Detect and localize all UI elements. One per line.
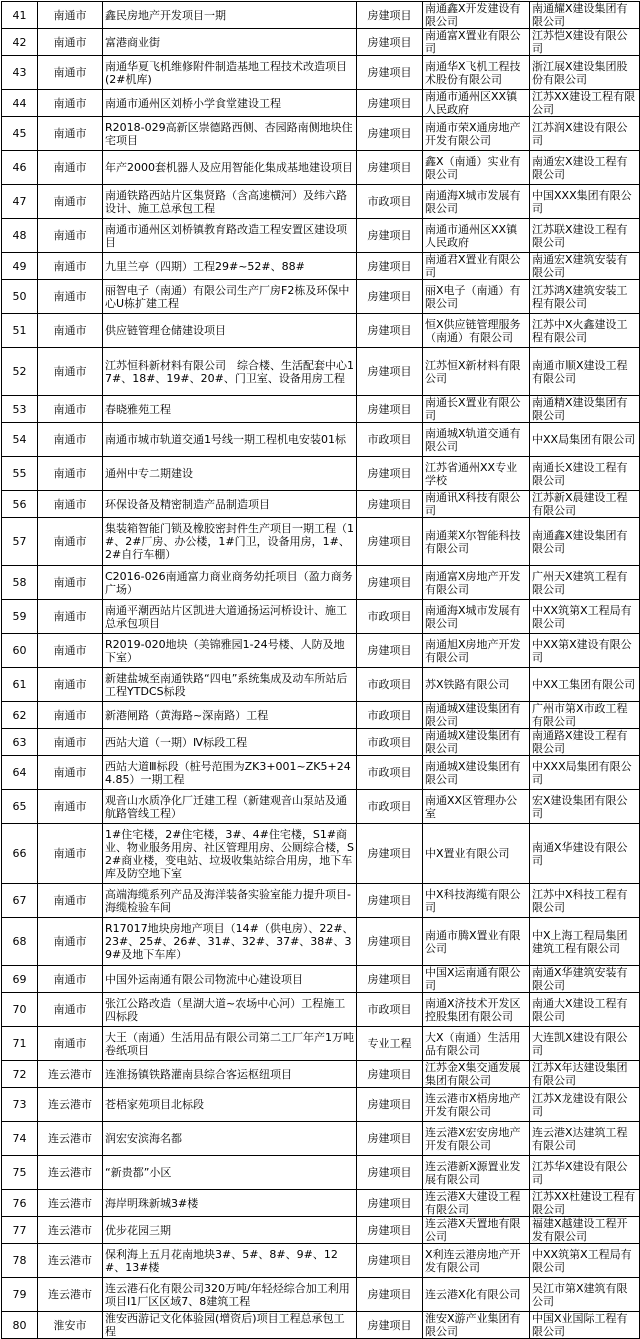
table-row — [2, 668, 640, 702]
table-row — [2, 1088, 640, 1122]
table-row — [2, 56, 640, 90]
contractor-cell: 中国X业国际工程有限公司 — [530, 1312, 640, 1339]
builder-cell: X利连云港房地产开发有限公司 — [423, 1244, 530, 1278]
builder-cell: 江苏金X集交通发展集团有限公司 — [423, 1061, 530, 1088]
row-number: 62 — [2, 702, 38, 729]
project-name-cell: 春晓雅苑工程 — [103, 396, 357, 423]
city-cell: 南通市 — [38, 253, 103, 280]
city-cell: 南通市 — [38, 151, 103, 185]
project-name-cell: 西站大道（一期）Ⅳ标段工程 — [103, 729, 357, 756]
row-number: 42 — [2, 29, 38, 56]
contractor-cell: 南通大X建设工程有限公司 — [530, 993, 640, 1027]
city-cell: 连云港市 — [38, 1156, 103, 1190]
project-type-cell: 房建项目 — [357, 1278, 423, 1312]
table-row — [2, 1312, 640, 1339]
city-cell: 南通市 — [38, 29, 103, 56]
row-number: 77 — [2, 1217, 38, 1244]
builder-cell: 南通鑫X开发建设有限公司 — [423, 2, 530, 29]
project-type-cell: 房建项目 — [357, 56, 423, 90]
city-cell: 南通市 — [38, 668, 103, 702]
project-table-body — [2, 2, 640, 1339]
row-number: 80 — [2, 1312, 38, 1339]
contractor-cell: 江苏鸿X建筑安装工程有限公司 — [530, 280, 640, 314]
city-cell: 连云港市 — [38, 1122, 103, 1156]
project-type-cell: 房建项目 — [357, 151, 423, 185]
project-type-cell: 房建项目 — [357, 1088, 423, 1122]
builder-cell: 中X科技海缆有限公司 — [423, 884, 530, 918]
table-row — [2, 1217, 640, 1244]
project-name-cell: 观音山水质净化厂迁建工程（新建观音山泵站及通航路管线工程） — [103, 790, 357, 824]
table-row — [2, 729, 640, 756]
row-number: 48 — [2, 219, 38, 253]
builder-cell: 大X（南通）生活用品有限公司 — [423, 1027, 530, 1061]
contractor-cell: 江苏中X科技工程有限公司 — [530, 884, 640, 918]
contractor-cell: 南通X华建设有限公司 — [530, 824, 640, 884]
row-number: 64 — [2, 756, 38, 790]
project-name-cell: 中国外运南通有限公司物流中心建设项目 — [103, 966, 357, 993]
row-number: 72 — [2, 1061, 38, 1088]
builder-cell: 南通城X建设集团有限公司 — [423, 756, 530, 790]
project-name-cell: 南通市城市轨道交通1号线一期工程机电安装01标 — [103, 423, 357, 457]
builder-cell: 南通市通州区XX镇人民政府 — [423, 90, 530, 117]
project-type-cell: 市政项目 — [357, 668, 423, 702]
project-name-cell: 南通市通州区刘桥小学食堂建设工程 — [103, 90, 357, 117]
city-cell: 南通市 — [38, 457, 103, 491]
project-type-cell: 专业工程 — [357, 1027, 423, 1061]
row-number: 71 — [2, 1027, 38, 1061]
city-cell: 南通市 — [38, 702, 103, 729]
project-type-cell: 市政项目 — [357, 790, 423, 824]
table-row — [2, 518, 640, 566]
row-number: 79 — [2, 1278, 38, 1312]
contractor-cell: 江苏新X晨建设工程有限公司 — [530, 491, 640, 518]
table-row — [2, 314, 640, 348]
builder-cell: 淮安X游产业集团有限公司 — [423, 1312, 530, 1339]
project-type-cell: 房建项目 — [357, 253, 423, 280]
table-row — [2, 348, 640, 396]
table-row — [2, 29, 640, 56]
contractor-cell: 江苏联X建设工程有限公司 — [530, 219, 640, 253]
row-number: 63 — [2, 729, 38, 756]
contractor-cell: 中XX筑第X工程局有限公司 — [530, 600, 640, 634]
city-cell: 南通市 — [38, 918, 103, 966]
contractor-cell: 江苏润X建设有限公司 — [530, 117, 640, 151]
row-number: 50 — [2, 280, 38, 314]
builder-cell: 恒X供应链管理服务（南通）有限公司 — [423, 314, 530, 348]
table-row — [2, 423, 640, 457]
builder-cell: 江苏省通州XX专业学校 — [423, 457, 530, 491]
project-type-cell: 房建项目 — [357, 566, 423, 600]
project-type-cell: 房建项目 — [357, 280, 423, 314]
city-cell: 连云港市 — [38, 1217, 103, 1244]
project-name-cell: R2018-029高新区崇德路西侧、杏园路南侧地块住宅项目 — [103, 117, 357, 151]
table-row — [2, 2, 640, 29]
contractor-cell: 中XXX局集团有限公司 — [530, 756, 640, 790]
row-number: 49 — [2, 253, 38, 280]
project-type-cell: 房建项目 — [357, 457, 423, 491]
row-number: 41 — [2, 2, 38, 29]
builder-cell: 南通城X建设集团有限公司 — [423, 729, 530, 756]
contractor-cell: 江苏华X建设有限公司 — [530, 1156, 640, 1190]
table-row — [2, 1190, 640, 1217]
project-type-cell: 房建项目 — [357, 1061, 423, 1088]
project-type-cell: 市政项目 — [357, 993, 423, 1027]
builder-cell: 南通君X置业有限公司 — [423, 253, 530, 280]
project-name-cell: 大王（南通）生活用品有限公司第二工厂年产1万吨卷纸项目 — [103, 1027, 357, 1061]
row-number: 46 — [2, 151, 38, 185]
table-row — [2, 993, 640, 1027]
project-name-cell: 连云港石化有限公司320万吨/年轻烃综合加工利用项目I1厂区区域7、8建筑工程 — [103, 1278, 357, 1312]
project-type-cell: 房建项目 — [357, 824, 423, 884]
row-number: 61 — [2, 668, 38, 702]
city-cell: 南通市 — [38, 729, 103, 756]
builder-cell: 南通海X城市发展有限公司 — [423, 600, 530, 634]
table-row — [2, 1061, 640, 1088]
builder-cell: 中X置业有限公司 — [423, 824, 530, 884]
table-row — [2, 151, 640, 185]
builder-cell: 南通富X置业有限公司 — [423, 29, 530, 56]
city-cell: 南通市 — [38, 56, 103, 90]
row-number: 55 — [2, 457, 38, 491]
row-number: 74 — [2, 1122, 38, 1156]
city-cell: 南通市 — [38, 2, 103, 29]
builder-cell: 南通XX区管理办公室 — [423, 790, 530, 824]
builder-cell: 丽X电子（南通）有限公司 — [423, 280, 530, 314]
project-type-cell: 房建项目 — [357, 29, 423, 56]
project-name-cell: 丽智电子（南通）有限公司生产厂房F2栋及环保中心U栋扩建工程 — [103, 280, 357, 314]
row-number: 60 — [2, 634, 38, 668]
builder-cell: 连云港市X梧房地产开发有限公司 — [423, 1088, 530, 1122]
project-type-cell: 房建项目 — [357, 219, 423, 253]
project-name-cell: 保利海上五月花南地块3#、5#、8#、9#、12#、13#楼 — [103, 1244, 357, 1278]
project-type-cell: 房建项目 — [357, 117, 423, 151]
project-name-cell: 年产2000套机器人及应用智能化集成基地建设项目 — [103, 151, 357, 185]
contractor-cell: 江苏X龙建设有限公司 — [530, 1088, 640, 1122]
project-type-cell: 房建项目 — [357, 90, 423, 117]
city-cell: 连云港市 — [38, 1190, 103, 1217]
row-number: 58 — [2, 566, 38, 600]
contractor-cell: 中X上海工程局集团建筑工程有限公司 — [530, 918, 640, 966]
city-cell: 南通市 — [38, 185, 103, 219]
row-number: 70 — [2, 993, 38, 1027]
table-row — [2, 117, 640, 151]
table-row — [2, 396, 640, 423]
project-name-cell: 1#住宅楼，2#住宅楼，3#、4#住宅楼，S1#商业、物业服务用房、社区管理用房、公厕综合楼，S2#商业楼，变电站、垃圾收集站综合用房，地下车库及防空地下室 — [103, 824, 357, 884]
contractor-cell: 南通长X建设工程有限公司 — [530, 457, 640, 491]
project-name-cell: 集装箱智能门锁及橡胶密封件生产项目一期工程（1#、2#厂房、办公楼，1#门卫，设备用房，1#、2#自行车棚） — [103, 518, 357, 566]
table-row — [2, 1244, 640, 1278]
project-type-cell: 市政项目 — [357, 185, 423, 219]
project-type-cell: 房建项目 — [357, 396, 423, 423]
city-cell: 南通市 — [38, 790, 103, 824]
contractor-cell: 江苏XX建设工程有限公司 — [530, 90, 640, 117]
builder-cell: 鑫X（南通）实业有限公司 — [423, 151, 530, 185]
project-type-cell: 市政项目 — [357, 600, 423, 634]
contractor-cell: 江苏X年达建设集团有限公司 — [530, 1061, 640, 1088]
builder-cell: 南通讯X科技有限公司 — [423, 491, 530, 518]
city-cell: 南通市 — [38, 634, 103, 668]
project-name-cell: 环保设备及精密制造产品制造项目 — [103, 491, 357, 518]
table-row — [2, 253, 640, 280]
city-cell: 南通市 — [38, 117, 103, 151]
builder-cell: 南通X济技术开发区控股集团有限公司 — [423, 993, 530, 1027]
project-name-cell: 优步花园三期 — [103, 1217, 357, 1244]
row-number: 54 — [2, 423, 38, 457]
table-row — [2, 90, 640, 117]
project-type-cell: 房建项目 — [357, 1156, 423, 1190]
project-name-cell: 新建盐城至南通铁路“四电”系统集成及动车所站后工程YTDCS标段 — [103, 668, 357, 702]
table-row — [2, 884, 640, 918]
city-cell: 连云港市 — [38, 1244, 103, 1278]
project-name-cell: 连淮扬镇铁路灌南县综合客运枢纽项目 — [103, 1061, 357, 1088]
row-number: 52 — [2, 348, 38, 396]
contractor-cell: 南通宏X建设工程有限公司 — [530, 151, 640, 185]
project-table — [1, 1, 640, 1339]
project-name-cell: 南通华夏飞机维修附件制造基地工程技术改造项目(2#机库) — [103, 56, 357, 90]
project-name-cell: 海岸明珠新城3#楼 — [103, 1190, 357, 1217]
contractor-cell: 连云港X达建筑工程有限公司 — [530, 1122, 640, 1156]
contractor-cell: 江苏中X火鑫建设工程有限公司 — [530, 314, 640, 348]
row-number: 45 — [2, 117, 38, 151]
table-row — [2, 457, 640, 491]
contractor-cell: 中XX局集团有限公司 — [530, 423, 640, 457]
project-type-cell: 市政项目 — [357, 756, 423, 790]
row-number: 51 — [2, 314, 38, 348]
city-cell: 南通市 — [38, 1027, 103, 1061]
table-row — [2, 702, 640, 729]
row-number: 57 — [2, 518, 38, 566]
row-number: 73 — [2, 1088, 38, 1122]
builder-cell: 南通长X置业有限公司 — [423, 396, 530, 423]
city-cell: 南通市 — [38, 993, 103, 1027]
table-row — [2, 219, 640, 253]
builder-cell: 连云港X天置地有限公司 — [423, 1217, 530, 1244]
city-cell: 南通市 — [38, 600, 103, 634]
city-cell: 淮安市 — [38, 1312, 103, 1339]
row-number: 68 — [2, 918, 38, 966]
project-name-cell: 润宏安滨海名都 — [103, 1122, 357, 1156]
project-type-cell: 房建项目 — [357, 348, 423, 396]
city-cell: 连云港市 — [38, 1278, 103, 1312]
builder-cell: 连云港新X源置业发展有限公司 — [423, 1156, 530, 1190]
contractor-cell: 南通精X建设集团有限公司 — [530, 396, 640, 423]
table-row — [2, 491, 640, 518]
table-row — [2, 600, 640, 634]
project-type-cell: 房建项目 — [357, 314, 423, 348]
contractor-cell: 南通宏X建筑安装有限公司 — [530, 253, 640, 280]
city-cell: 连云港市 — [38, 1061, 103, 1088]
contractor-cell: 中XX工集团有限公司 — [530, 668, 640, 702]
builder-cell: 南通市荣X通房地产开发有限公司 — [423, 117, 530, 151]
table-row — [2, 966, 640, 993]
city-cell: 南通市 — [38, 966, 103, 993]
city-cell: 南通市 — [38, 884, 103, 918]
city-cell: 南通市 — [38, 756, 103, 790]
row-number: 76 — [2, 1190, 38, 1217]
table-row — [2, 756, 640, 790]
builder-cell: 南通城X建设集团有限公司 — [423, 702, 530, 729]
contractor-cell: 南通路X建设工程有限公司 — [530, 729, 640, 756]
contractor-cell: 大连凯X建设有限公司 — [530, 1027, 640, 1061]
table-row — [2, 918, 640, 966]
project-name-cell: 西站大道Ⅲ标段（桩号范围为ZK3+001~ZK5+244.85）一期工程 — [103, 756, 357, 790]
contractor-cell: 浙江展X建设集团股份有限公司 — [530, 56, 640, 90]
city-cell: 南通市 — [38, 518, 103, 566]
project-type-cell: 房建项目 — [357, 1217, 423, 1244]
row-number: 66 — [2, 824, 38, 884]
project-type-cell: 房建项目 — [357, 1190, 423, 1217]
project-type-cell: 市政项目 — [357, 702, 423, 729]
table-row — [2, 1027, 640, 1061]
row-number: 65 — [2, 790, 38, 824]
contractor-cell: 南通鑫X建设集团有限公司 — [530, 518, 640, 566]
builder-cell: 南通华X飞机工程技术股份有限公司 — [423, 56, 530, 90]
row-number: 44 — [2, 90, 38, 117]
city-cell: 南通市 — [38, 396, 103, 423]
row-number: 53 — [2, 396, 38, 423]
contractor-cell: 江苏恺X建设有限公司 — [530, 29, 640, 56]
contractor-cell: 中XX第X建设有限公司 — [530, 634, 640, 668]
builder-cell: 苏X铁路有限公司 — [423, 668, 530, 702]
builder-cell: 南通市通州区XX镇人民政府 — [423, 219, 530, 253]
project-name-cell: 富港商业街 — [103, 29, 357, 56]
city-cell: 南通市 — [38, 314, 103, 348]
row-number: 56 — [2, 491, 38, 518]
row-number: 67 — [2, 884, 38, 918]
contractor-cell: 广州市第X市政工程有限公司 — [530, 702, 640, 729]
builder-cell: 连云港X化有限公司 — [423, 1278, 530, 1312]
project-name-cell: 张江公路改造（星湖大道~农场中心河）工程施工四标段 — [103, 993, 357, 1027]
table-row — [2, 185, 640, 219]
project-name-cell: 供应链管理仓储建设项目 — [103, 314, 357, 348]
city-cell: 南通市 — [38, 566, 103, 600]
row-number: 43 — [2, 56, 38, 90]
table-row — [2, 634, 640, 668]
project-type-cell: 房建项目 — [357, 1122, 423, 1156]
city-cell: 南通市 — [38, 824, 103, 884]
project-type-cell: 房建项目 — [357, 884, 423, 918]
contractor-cell: 南通市顺X建设工程有限公司 — [530, 348, 640, 396]
builder-cell: 江苏恒X新材料有限公司 — [423, 348, 530, 396]
project-type-cell: 市政项目 — [357, 729, 423, 756]
contractor-cell: 南通X华建筑安装有限公司 — [530, 966, 640, 993]
row-number: 69 — [2, 966, 38, 993]
builder-cell: 南通富X房地产开发有限公司 — [423, 566, 530, 600]
city-cell: 南通市 — [38, 491, 103, 518]
project-name-cell: 南通平潮西站片区凯进大道通扬运河桥设计、施工总承包项目 — [103, 600, 357, 634]
contractor-cell: 宏X建设集团有限公司 — [530, 790, 640, 824]
project-type-cell: 房建项目 — [357, 1244, 423, 1278]
project-name-cell: 高端海缆系列产品及海洋装备实验室能力提升项目-海缆检验车间 — [103, 884, 357, 918]
project-name-cell: 通州中专二期建设 — [103, 457, 357, 491]
project-name-cell: 九里兰亭（四期）工程29#~52#、88# — [103, 253, 357, 280]
project-type-cell: 房建项目 — [357, 2, 423, 29]
table-row — [2, 566, 640, 600]
row-number: 78 — [2, 1244, 38, 1278]
project-type-cell: 市政项目 — [357, 423, 423, 457]
project-name-cell: C2016-026南通富力商业商务幼托项目（盈力商务广场） — [103, 566, 357, 600]
contractor-cell: 江苏XX杜建设工程有限公司 — [530, 1190, 640, 1217]
city-cell: 南通市 — [38, 90, 103, 117]
row-number: 59 — [2, 600, 38, 634]
city-cell: 南通市 — [38, 423, 103, 457]
row-number: 47 — [2, 185, 38, 219]
project-type-cell: 房建项目 — [357, 518, 423, 566]
builder-cell: 连云港X大建设工程有限公司 — [423, 1190, 530, 1217]
contractor-cell: 中国XXX集团有限公司 — [530, 185, 640, 219]
project-name-cell: 鑫民房地产开发项目一期 — [103, 2, 357, 29]
project-name-cell: “新贵都”小区 — [103, 1156, 357, 1190]
contractor-cell: 福建X越建设工程开发有限公司 — [530, 1217, 640, 1244]
project-name-cell: 南通市通州区刘桥镇教育路改造工程安置区建设项目 — [103, 219, 357, 253]
table-row — [2, 280, 640, 314]
table-row — [2, 1278, 640, 1312]
project-name-cell: R17017地块房地产项目（14#（供电房）、22#、23#、25#、26#、31#、32#、37#、38#、39#及地下车库） — [103, 918, 357, 966]
builder-cell: 连云港X宏安房地产开发有限公司 — [423, 1122, 530, 1156]
table-row — [2, 790, 640, 824]
contractor-cell: 广州天X建筑工程有限公司 — [530, 566, 640, 600]
builder-cell: 南通市腾X置业有限公司 — [423, 918, 530, 966]
city-cell: 南通市 — [38, 280, 103, 314]
city-cell: 连云港市 — [38, 1088, 103, 1122]
builder-cell: 中国X运南通有限公司 — [423, 966, 530, 993]
project-name-cell: 苍梧家苑项目北标段 — [103, 1088, 357, 1122]
builder-cell: 南通莱X尔智能科技有限公司 — [423, 518, 530, 566]
table-row — [2, 1122, 640, 1156]
builder-cell: 南通旭X房地产开发有限公司 — [423, 634, 530, 668]
contractor-cell: 南通耀X建设集团有限公司 — [530, 2, 640, 29]
project-name-cell: 南通铁路西站片区集贤路（含高速横河）及纬六路设计、施工总承包工程 — [103, 185, 357, 219]
project-type-cell: 房建项目 — [357, 491, 423, 518]
project-name-cell: 新港闸路（黄海路~深南路）工程 — [103, 702, 357, 729]
contractor-cell: 中XX筑第X工程局有限公司 — [530, 1244, 640, 1278]
project-name-cell: 淮安西游记文化体验园(增资后)项目工程总承包工程 — [103, 1312, 357, 1339]
row-number: 75 — [2, 1156, 38, 1190]
project-type-cell: 房建项目 — [357, 1312, 423, 1339]
builder-cell: 南通海X城市发展有限公司 — [423, 185, 530, 219]
table-row — [2, 824, 640, 884]
contractor-cell: 吴江市第X建筑有限公司 — [530, 1278, 640, 1312]
city-cell: 南通市 — [38, 348, 103, 396]
project-name-cell: 江苏恒科新材料有限公司 综合楼、生活配套中心17#、18#、19#、20#、门卫室、设备用房工程 — [103, 348, 357, 396]
table-row — [2, 1156, 640, 1190]
project-type-cell: 房建项目 — [357, 966, 423, 993]
project-type-cell: 房建项目 — [357, 918, 423, 966]
project-name-cell: R2019-020地块（美锦雅园1-24号楼、人防及地下室） — [103, 634, 357, 668]
project-type-cell: 房建项目 — [357, 634, 423, 668]
city-cell: 南通市 — [38, 219, 103, 253]
builder-cell: 南通城X轨道交通有限公司 — [423, 423, 530, 457]
